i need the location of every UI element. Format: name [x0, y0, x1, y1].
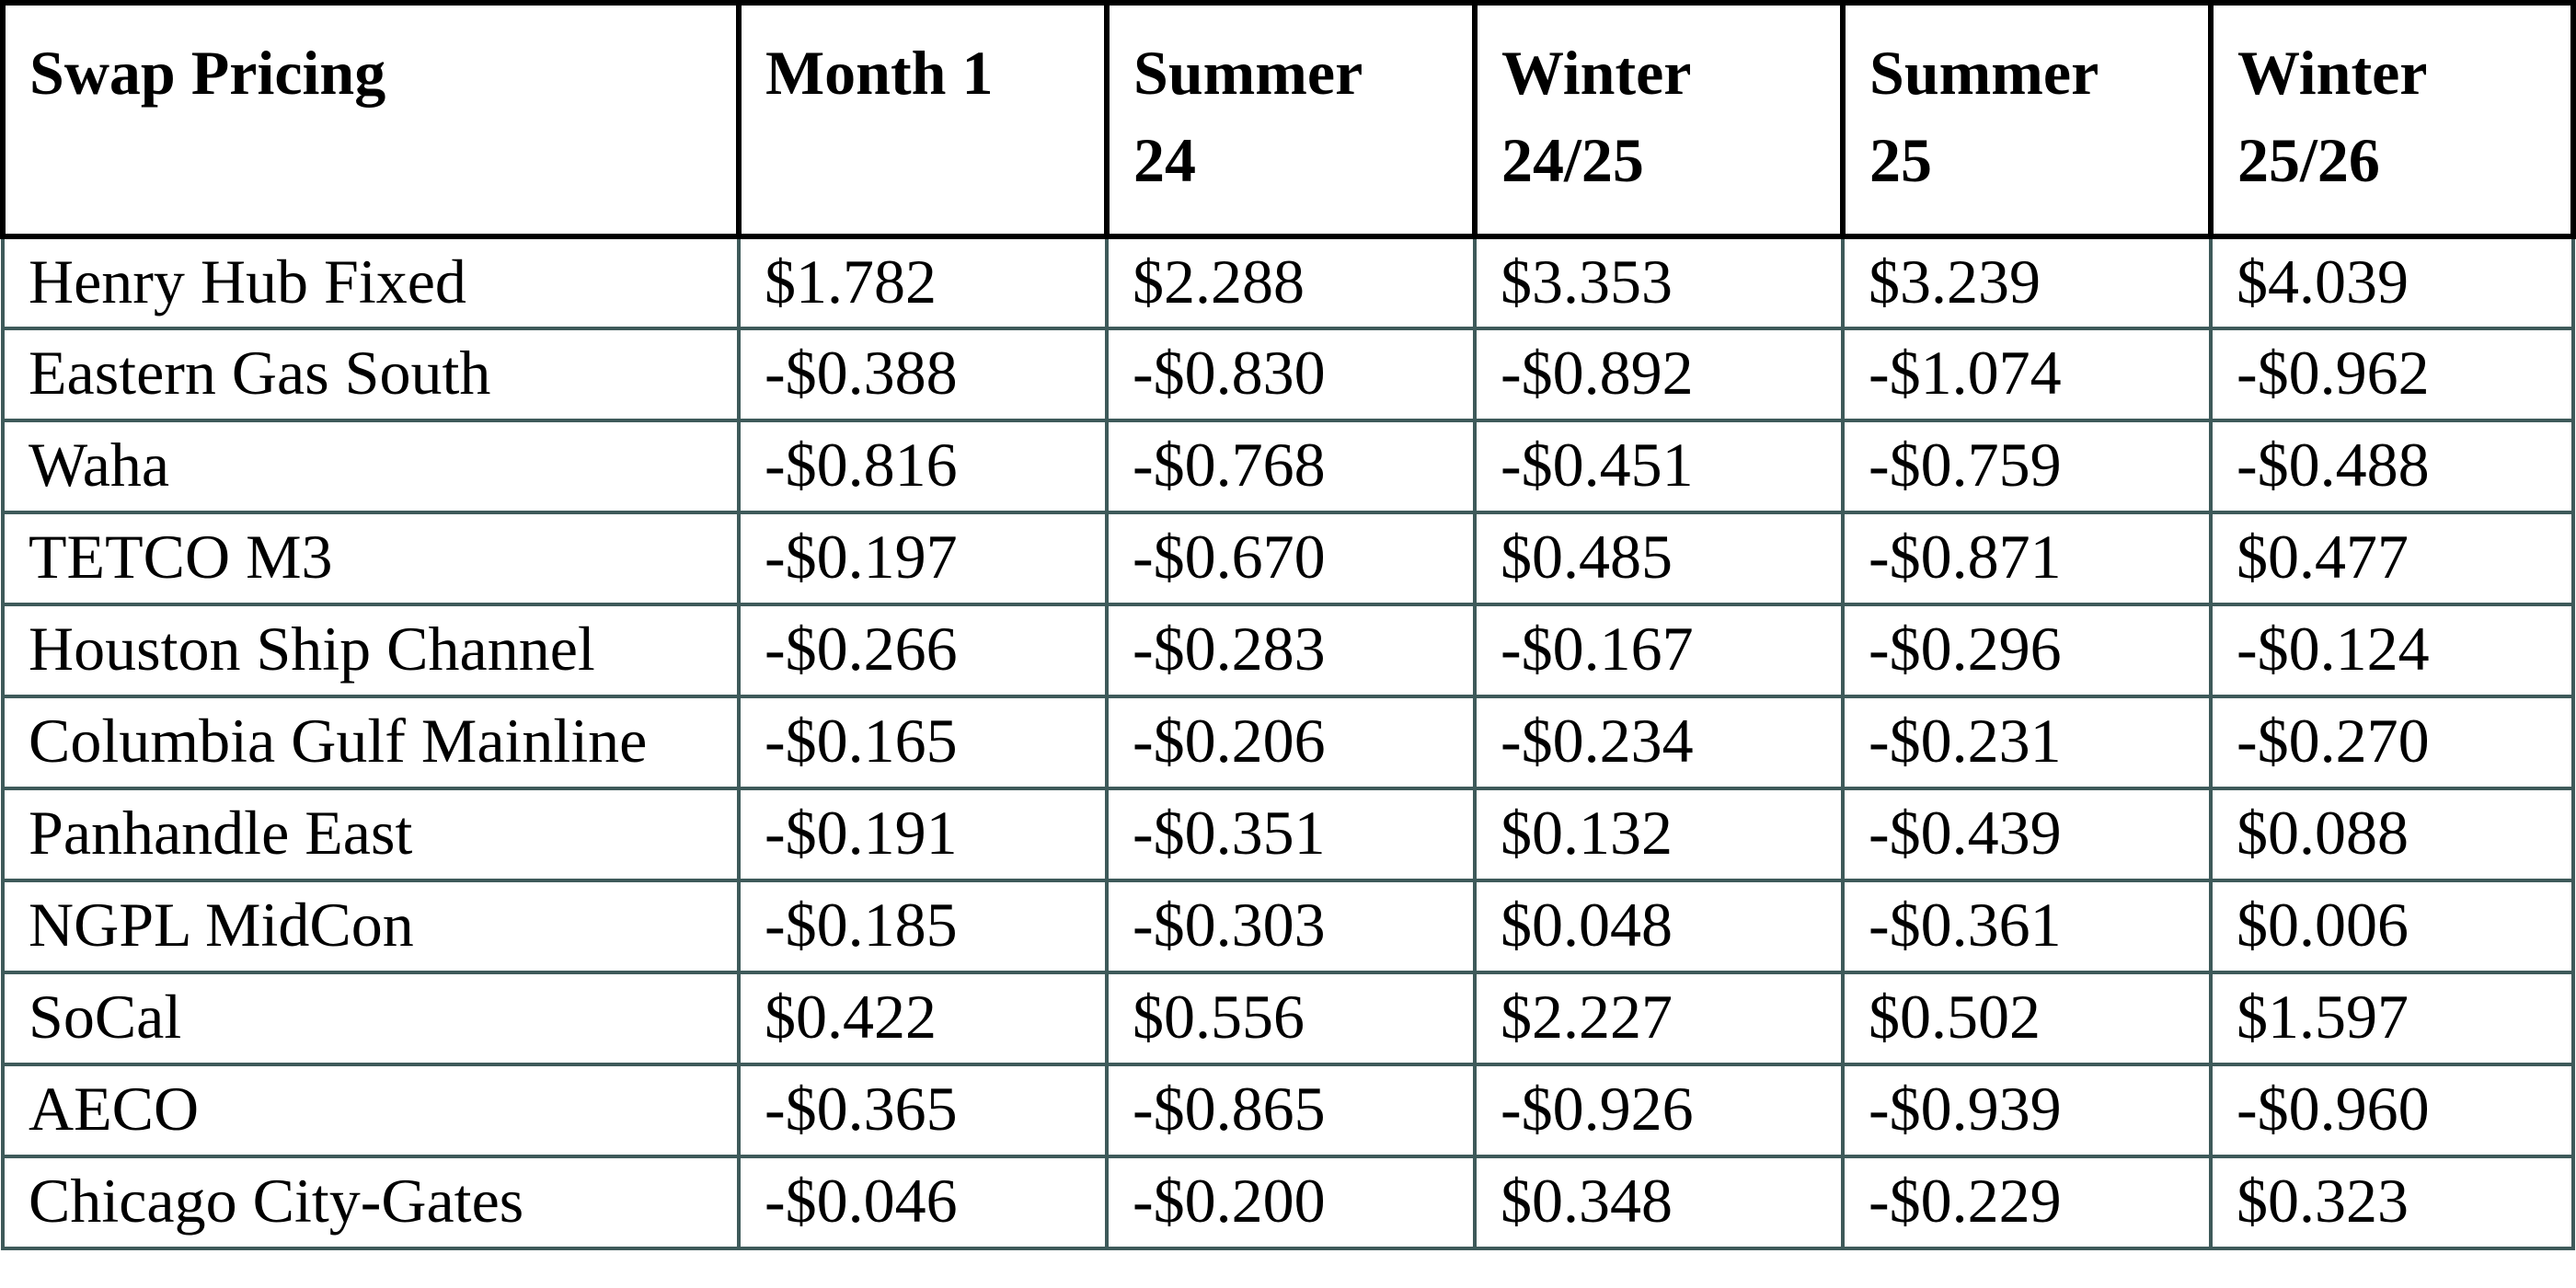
price-cell: -$0.871 [1843, 512, 2211, 604]
table-row [3, 880, 2573, 972]
price-cell: $1.597 [2211, 972, 2573, 1064]
table-row [3, 1064, 2573, 1156]
column-header-winter-25-26 [2211, 3, 2573, 236]
price-cell: -$0.229 [1843, 1156, 2211, 1248]
row-label: Panhandle East [3, 788, 739, 880]
price-cell: $4.039 [2211, 236, 2573, 328]
price-cell: $0.485 [1475, 512, 1843, 604]
price-cell: -$0.303 [1107, 880, 1475, 972]
price-cell: $0.502 [1843, 972, 2211, 1064]
price-cell: -$0.488 [2211, 420, 2573, 512]
column-header-swap-pricing [3, 3, 739, 236]
header-line: Summer [1133, 38, 1363, 108]
price-cell: -$0.939 [1843, 1064, 2211, 1156]
price-cell: -$0.962 [2211, 328, 2573, 420]
price-cell: -$0.197 [739, 512, 1107, 604]
row-label: Waha [3, 420, 739, 512]
price-cell: $0.048 [1475, 880, 1843, 972]
price-cell: -$0.191 [739, 788, 1107, 880]
table-row [3, 512, 2573, 604]
row-label: Houston Ship Channel [3, 604, 739, 696]
price-cell: -$0.926 [1475, 1064, 1843, 1156]
price-cell: -$0.960 [2211, 1064, 2573, 1156]
row-label: NGPL MidCon [3, 880, 739, 972]
price-cell: -$0.231 [1843, 696, 2211, 788]
price-cell: -$0.816 [739, 420, 1107, 512]
row-label: TETCO M3 [3, 512, 739, 604]
column-header-summer-25 [1843, 3, 2211, 236]
price-cell: $0.088 [2211, 788, 2573, 880]
price-cell: $3.353 [1475, 236, 1843, 328]
price-cell: -$0.768 [1107, 420, 1475, 512]
price-cell: -$0.270 [2211, 696, 2573, 788]
price-cell: $2.227 [1475, 972, 1843, 1064]
header-line: Month 1 [765, 38, 994, 108]
price-cell: -$0.892 [1475, 328, 1843, 420]
table-row [3, 328, 2573, 420]
price-cell: $2.288 [1107, 236, 1475, 328]
price-cell: $0.422 [739, 972, 1107, 1064]
price-cell: -$0.200 [1107, 1156, 1475, 1248]
column-header-winter-24-25 [1475, 3, 1843, 236]
table-row [3, 696, 2573, 788]
header-line: Winter [1501, 38, 1692, 108]
price-cell: -$0.266 [739, 604, 1107, 696]
price-cell: -$0.830 [1107, 328, 1475, 420]
price-cell: -$0.124 [2211, 604, 2573, 696]
price-cell: $0.348 [1475, 1156, 1843, 1248]
header-line: 25 [1869, 125, 1932, 196]
price-cell: $0.006 [2211, 880, 2573, 972]
price-cell: -$0.283 [1107, 604, 1475, 696]
table-header-row [3, 3, 2573, 236]
price-cell: -$0.165 [739, 696, 1107, 788]
row-label: Chicago City-Gates [3, 1156, 739, 1248]
price-cell: $0.556 [1107, 972, 1475, 1064]
header-line: 24/25 [1501, 125, 1644, 196]
price-cell: -$0.865 [1107, 1064, 1475, 1156]
price-cell: -$0.206 [1107, 696, 1475, 788]
price-cell: $0.477 [2211, 512, 2573, 604]
price-cell: -$0.451 [1475, 420, 1843, 512]
header-line: 25/26 [2237, 125, 2380, 196]
table-row [3, 972, 2573, 1064]
header-line: Summer [1869, 38, 2099, 108]
price-cell: -$0.388 [739, 328, 1107, 420]
table-row [3, 604, 2573, 696]
table-row [3, 236, 2573, 328]
price-cell: -$1.074 [1843, 328, 2211, 420]
table-row [3, 788, 2573, 880]
header-line: 24 [1133, 125, 1196, 196]
column-header-summer-24 [1107, 3, 1475, 236]
row-label: Columbia Gulf Mainline [3, 696, 739, 788]
price-cell: -$0.439 [1843, 788, 2211, 880]
price-cell: -$0.351 [1107, 788, 1475, 880]
table-row [3, 1156, 2573, 1248]
row-label: Henry Hub Fixed [3, 236, 739, 328]
price-cell: -$0.167 [1475, 604, 1843, 696]
price-cell: -$0.759 [1843, 420, 2211, 512]
price-cell: $3.239 [1843, 236, 2211, 328]
price-cell: -$0.296 [1843, 604, 2211, 696]
price-cell: -$0.361 [1843, 880, 2211, 972]
row-label: SoCal [3, 972, 739, 1064]
row-label: AECO [3, 1064, 739, 1156]
column-header-month-1 [739, 3, 1107, 236]
header-line: Swap Pricing [29, 38, 386, 108]
table-row [3, 420, 2573, 512]
price-cell: -$0.046 [739, 1156, 1107, 1248]
price-cell: -$0.365 [739, 1064, 1107, 1156]
price-cell: $0.323 [2211, 1156, 2573, 1248]
price-cell: $0.132 [1475, 788, 1843, 880]
row-label: Eastern Gas South [3, 328, 739, 420]
price-cell: -$0.185 [739, 880, 1107, 972]
price-cell: -$0.670 [1107, 512, 1475, 604]
price-cell: $1.782 [739, 236, 1107, 328]
header-line: Winter [2237, 38, 2428, 108]
price-cell: -$0.234 [1475, 696, 1843, 788]
